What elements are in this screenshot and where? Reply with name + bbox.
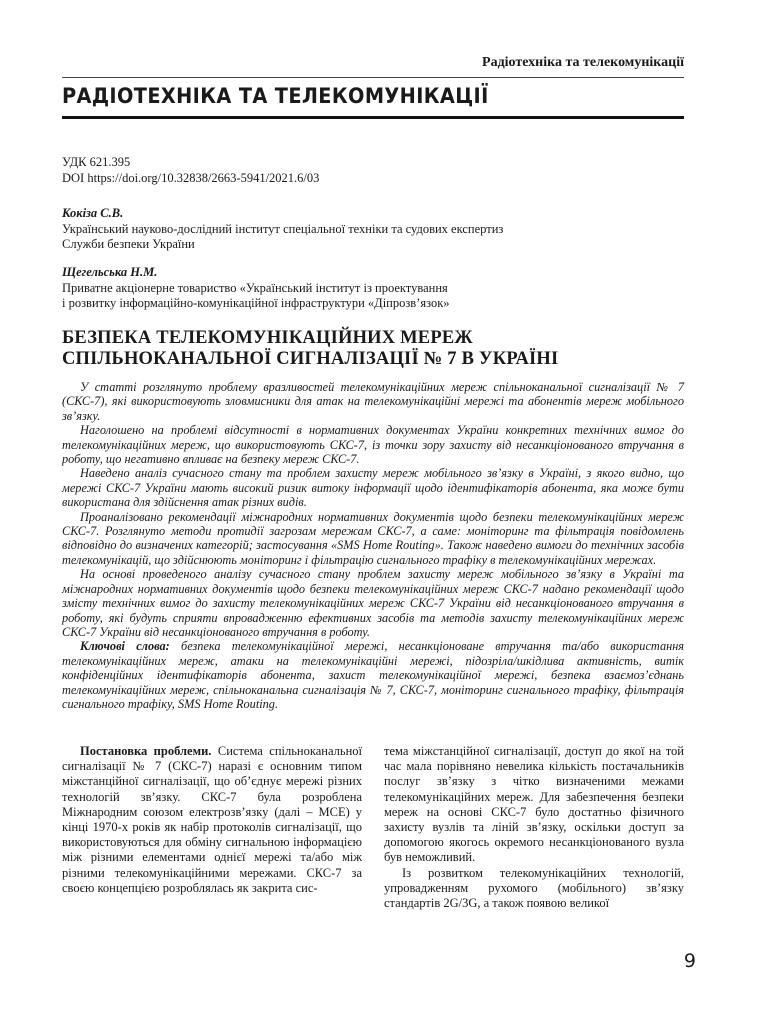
author-affiliation: Український науково-дослідний інститут спеціальної техніки та судових експертиз (62, 221, 504, 236)
author-affiliation: Служби безпеки України (62, 237, 195, 251)
article-title-line: БЕЗПЕКА ТЕЛЕКОМУНІКАЦІЙНИХ МЕРЕЖ (62, 328, 473, 348)
author-affiliation: і розвитку інформаційно-комунікаційної інфраструктури «Діпрозв’язок» (62, 296, 450, 310)
author-name: Кокіза С.В. (62, 206, 124, 220)
running-head: Радіотехніка та телекомунікації (482, 55, 684, 70)
body-text: Система спільноканальної сигналізації № 7 (СКС-7) наразі є основним типом міжстанційної сигналізації, що об’єднує мережі різних технологій зв’язку. СКС-7 була розроблена Міжнародним союзом електрозв’язку (далі – МСЕ) у кінці 1970-х років як набір протоколів сигналізації, що використовуються для обміну сигнальною інформацією між різними елементами однієї мережі та/або між різними телекомунікаційними мережами. СКС-7 за своєю концепцією розроблялась як закрита сис- (62, 744, 362, 895)
article-title-line: СПІЛЬНОКАНАЛЬНОЇ СИГНАЛІЗАЦІЇ № 7 В УКРАЇНІ (62, 349, 559, 369)
udk-code: УДК 621.395 (62, 155, 131, 169)
article-meta (62, 155, 319, 186)
abstract-paragraph: У статті розглянуто проблему вразливостей телекомунікаційних мереж спільноканальної сигналізації № 7 (СКС-7), які використовують зловмисники для атак на телекомунікаційні мережі та абонентів мереж мобільного зв’язку. (62, 380, 684, 423)
page-number: 9 (683, 950, 696, 972)
body-paragraph (62, 744, 362, 896)
title-rule (62, 116, 684, 119)
body-column-left (62, 744, 362, 896)
body-column-right (384, 744, 684, 911)
article-title (62, 328, 558, 370)
journal-title: РАДІОТЕХНІКА ТА ТЕЛЕКОМУНІКАЦІЇ (62, 84, 489, 108)
body-paragraph: Із розвитком телекомунікаційних технологій, упровадженням рухомого (мобільного) зв’язку стандартів 2G/3G, а також появою великої (384, 865, 684, 911)
abstract-paragraph: Проаналізовано рекомендації міжнародних нормативних документів щодо безпеки телекомунікаційних мереж СКС-7. Розглянуто методи протидії загрозам мережам СКС-7, а саме: моніторинг та фільтрація повідомлень відповідно до визначених категорій; застосування «SMS Home Routing». Також наведено вимоги до технічних засобів телекомунікацій, що здійснюють моніторинг і фільтрацію сигнального трафіку в телекомунікаційних мережах. (62, 509, 684, 567)
author-affiliation: Приватне акціонерне товариство «Український інститут із проектування (62, 280, 448, 295)
body-paragraph: тема міжстанційної сигналізації, доступ до якої на той час мала порівняно невелика кількість постачальників послуг зв’язку з чітко визначеними межами телекомунікаційних мереж. Для забезпечення безпеки мереж на основі СКС-7 було достатньо фізичного захисту вузлів та ліній зв’язку, оскільки доступ за допомогою якогось окремого несанкціонованого вузла був неможливий. (384, 744, 684, 865)
doi-link[interactable]: DOI https://doi.org/10.32838/2663-5941/2021.6/03 (62, 170, 320, 185)
author-block (62, 265, 450, 312)
header-rule (62, 77, 684, 78)
abstract-paragraph: Наголошено на проблемі відсутності в нормативних документах України конкретних технічних вимог до телекомунікаційних мереж, що використовують СКС-7, із точки зору захисту від несанкціонованого втручання в роботу, що негативно впливає на безпеку мереж СКС-7. (62, 423, 684, 467)
keywords-label: Ключові слова: (80, 639, 170, 654)
keywords-text: безпека телекомунікаційної мережі, несанкціоноване втручання та/або використання телекомунікаційних мереж, атаки на телекомунікаційні мережі, підозріла/шкідлива активність, витік конфіденційних ідентифікаторів абонента, захист телекомунікаційної мережі, безпека взаємоз’єднань телекомунікаційних мереж, спільноканальна сигналізація № 7, СКС-7, моніторинг сигнального трафіку, фільтрація сигнального трафіку, SMS Home Routing. (62, 639, 685, 711)
keywords (62, 639, 684, 711)
abstract-paragraph: Наведено аналіз сучасного стану та проблем захисту мереж мобільного зв’язку в Україні, з якого видно, що мережі СКС-7 України мають високий ризик витоку інформації щодо ідентифікаторів абонента, яка може бути використана для здійснення атак різних видів. (62, 466, 684, 510)
author-block (62, 206, 503, 253)
section-lead: Постановка проблеми. (80, 744, 212, 758)
abstract (62, 380, 684, 711)
author-name: Щегельська Н.М. (62, 265, 158, 279)
abstract-paragraph: На основі проведеного аналізу сучасного стану проблем захисту мереж мобільного зв’язку в Україні та міжнародних нормативних документів щодо безпеки телекомунікаційних мереж СКС-7 надано рекомендації щодо змісту технічних вимог до захисту телекомунікаційних мереж СКС-7 України від несанкціонованого втручання в роботу, які будуть сприяти впровадженню ефективних засобів та методів захисту телекомунікаційних мереж СКС-7 України від несанкціонованого втручання в роботу. (62, 567, 684, 639)
